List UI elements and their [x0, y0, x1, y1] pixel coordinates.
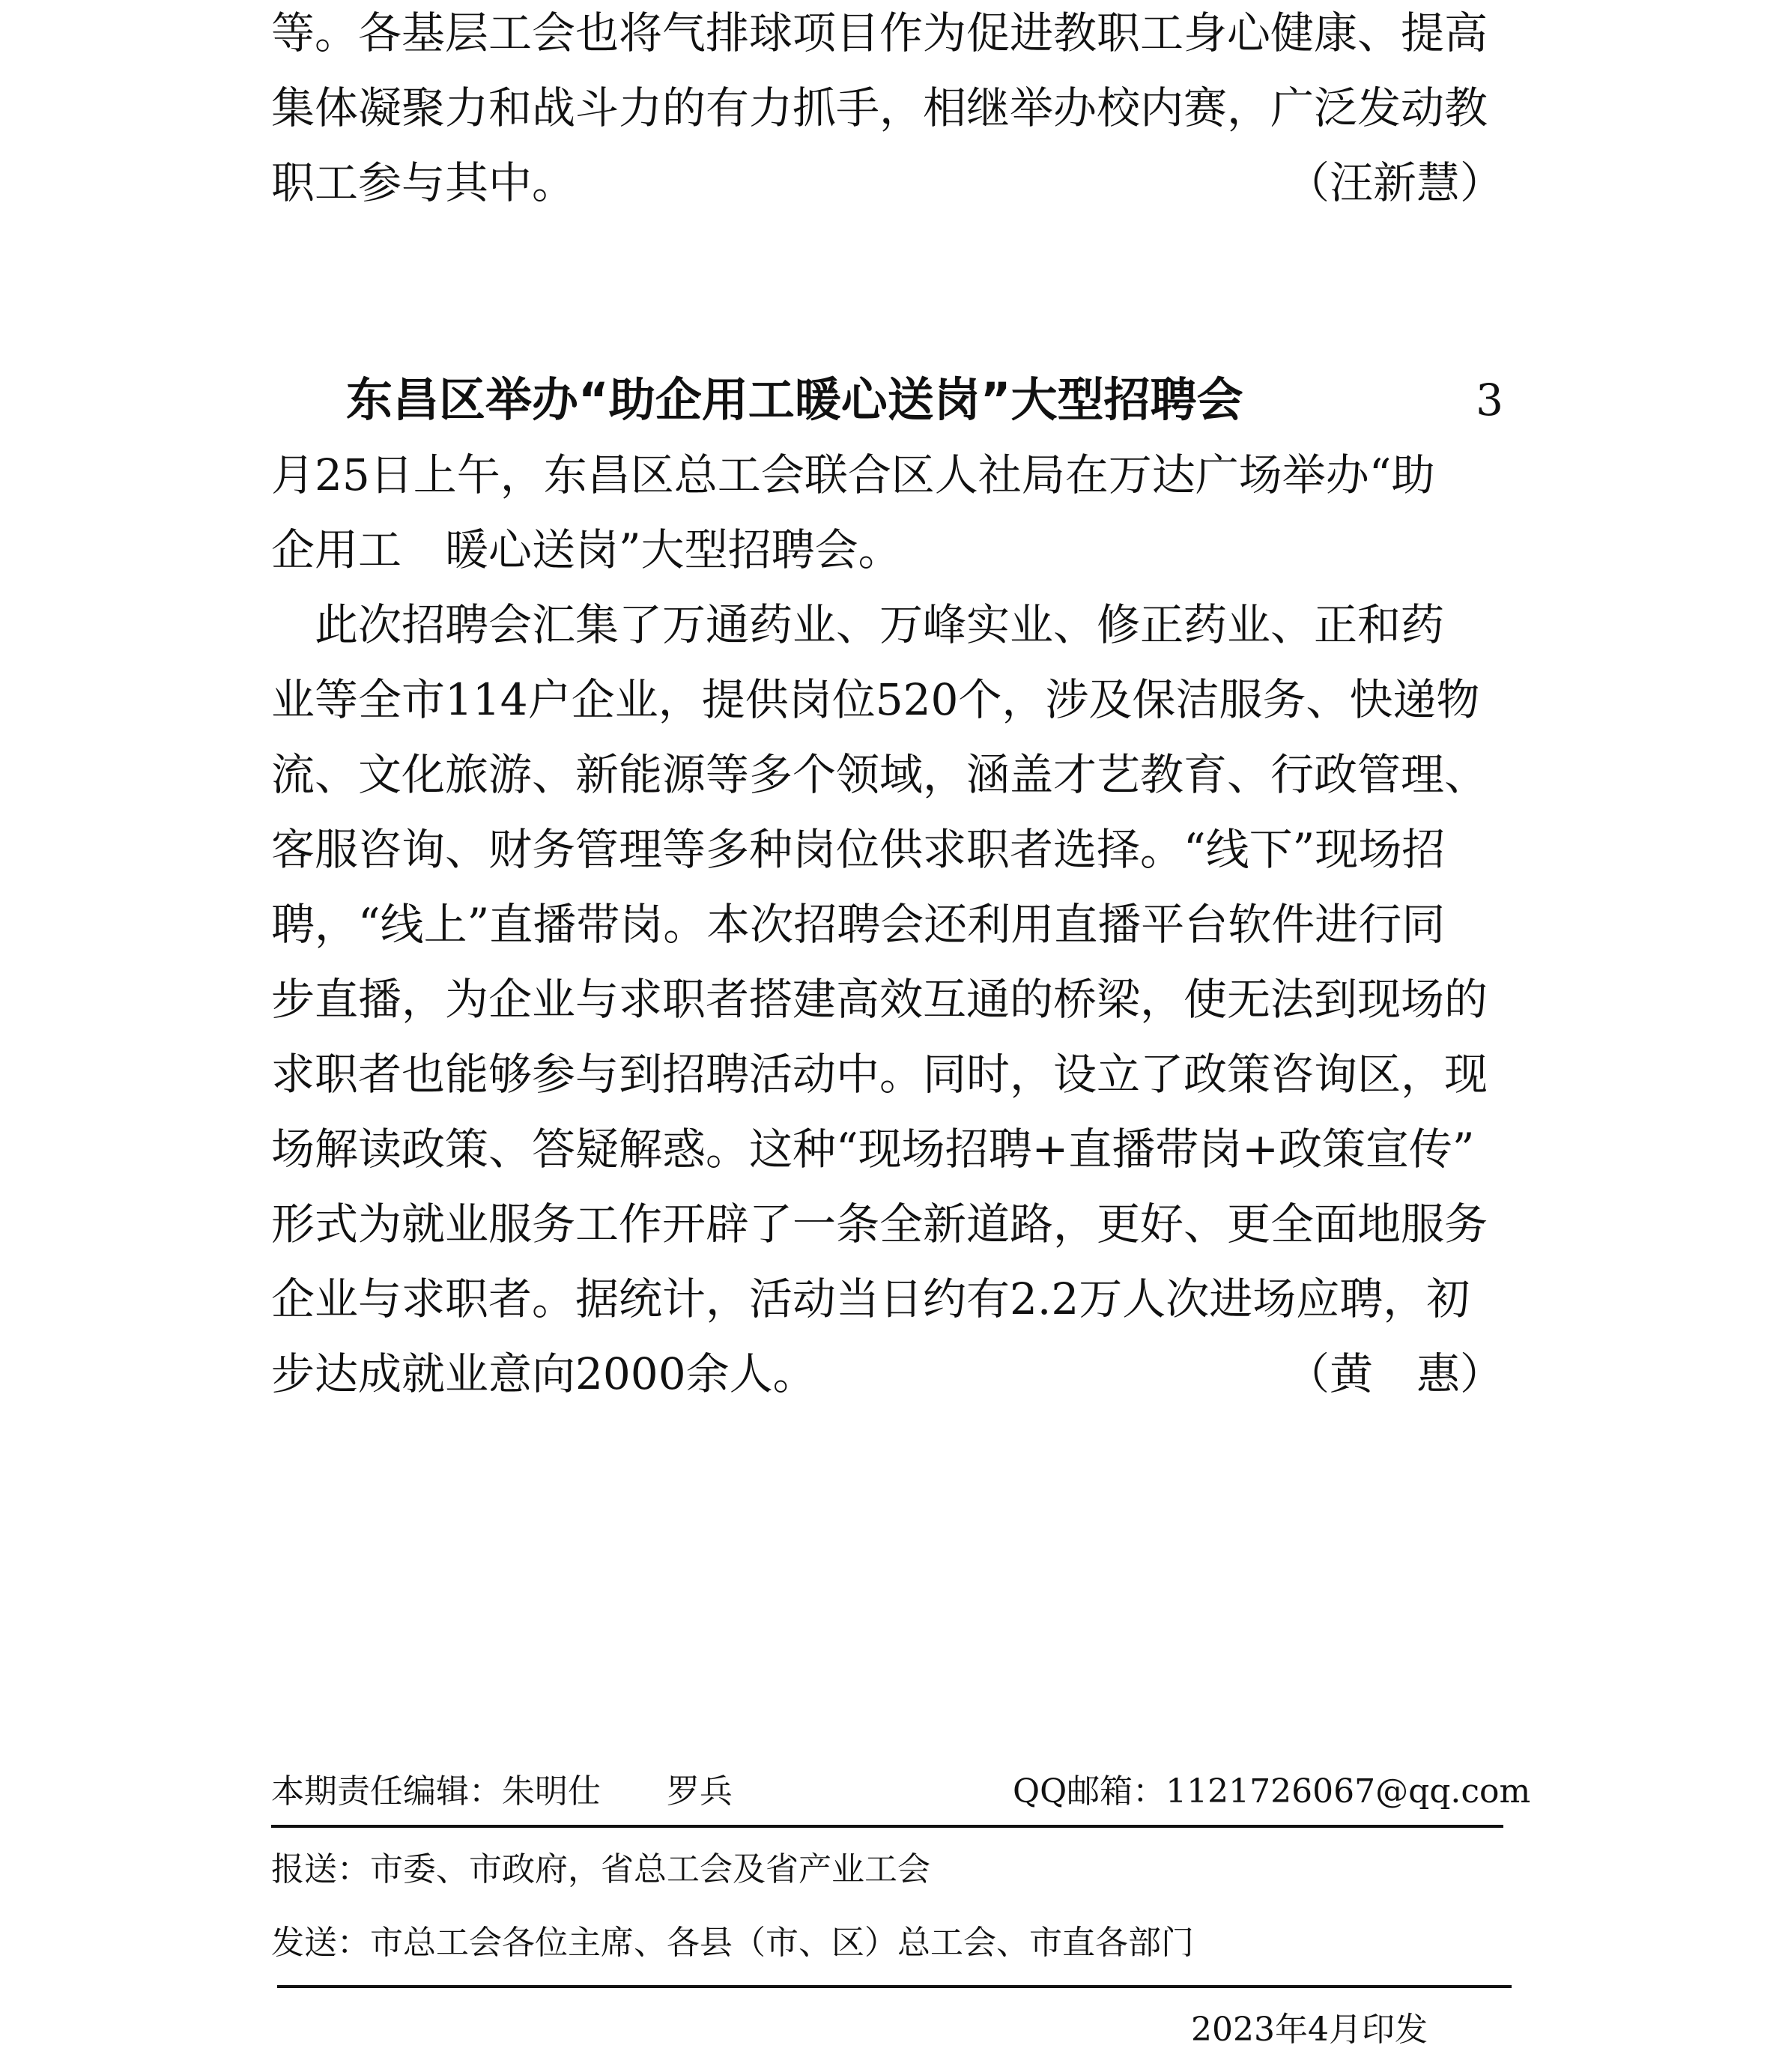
author-credit: （汪新慧） [1285, 157, 1503, 208]
document-page [271, 0, 1503, 2072]
paragraph-line [271, 145, 1503, 220]
paragraph-line: 客服咨询、财务管理等多种岗位供求职者选择。“线下”现场招 [271, 824, 1446, 875]
paragraph-line: 企用工 暖心送岗”大型招聘会。 [271, 524, 902, 575]
footer-divider [277, 1985, 1512, 1988]
paragraph-line: 聘，“线上”直播带岗。本次招聘会还利用直播平台软件进行同 [271, 899, 1446, 950]
paragraph-line: 企业与求职者。据统计，活动当日约有2.2万人次进场应聘，初 [271, 1273, 1470, 1324]
print-date: 2023年4月印发 [1191, 2011, 1428, 2049]
paragraph-text: 职工参与其中。 [271, 157, 576, 208]
report-to-line: 报送：市委、市政府，省总工会及省产业工会 [271, 1850, 930, 1888]
send-to-line: 发送：市总工会各位主席、各县（市、区）总工会、市直各部门 [271, 1924, 1194, 1962]
paragraph-line: 场解读政策、答疑解惑。这种“现场招聘+直播带岗+政策宣传” [271, 1124, 1475, 1175]
paragraph-text: 步达成就业意向2000余人。 [271, 1348, 816, 1399]
paragraph-line: 流、文化旅游、新能源等多个领域，涵盖才艺教育、行政管理、 [271, 749, 1488, 800]
article-title: 东昌区举办“助企用工暖心送岗”大型招聘会 [346, 372, 1243, 427]
paragraph-line: 集体凝聚力和战斗力的有力抓手，相继举办校内赛，广泛发动教 [271, 82, 1488, 133]
paragraph-line [271, 1336, 1503, 1411]
paragraph-line: 此次招聘会汇集了万通药业、万峰实业、修正药业、正和药 [271, 599, 1445, 650]
footer-divider [271, 1825, 1503, 1828]
paragraph-line: 等。各基层工会也将气排球项目作为促进教职工身心健康、提高 [271, 7, 1488, 58]
title-trailing-text: 3 [1476, 375, 1503, 425]
contact-email: QQ邮箱：1121726067@qq.com [1013, 1772, 1531, 1811]
paragraph-line: 求职者也能够参与到招聘活动中。同时，设立了政策咨询区，现 [271, 1049, 1488, 1100]
paragraph-line: 月25日上午，东昌区总工会联合区人社局在万达广场举办“助 [271, 449, 1435, 500]
editors-credit: 本期责任编辑：朱明仕 罗兵 [271, 1772, 733, 1811]
author-credit: （黄 惠） [1285, 1348, 1503, 1399]
paragraph-line: 步直播，为企业与求职者搭建高效互通的桥梁，使无法到现场的 [271, 974, 1488, 1025]
paragraph-line: 形式为就业服务工作开辟了一条全新道路，更好、更全面地服务 [271, 1199, 1488, 1249]
paragraph-line: 业等全市114户企业，提供岗位520个，涉及保洁服务、快递物 [271, 674, 1480, 725]
